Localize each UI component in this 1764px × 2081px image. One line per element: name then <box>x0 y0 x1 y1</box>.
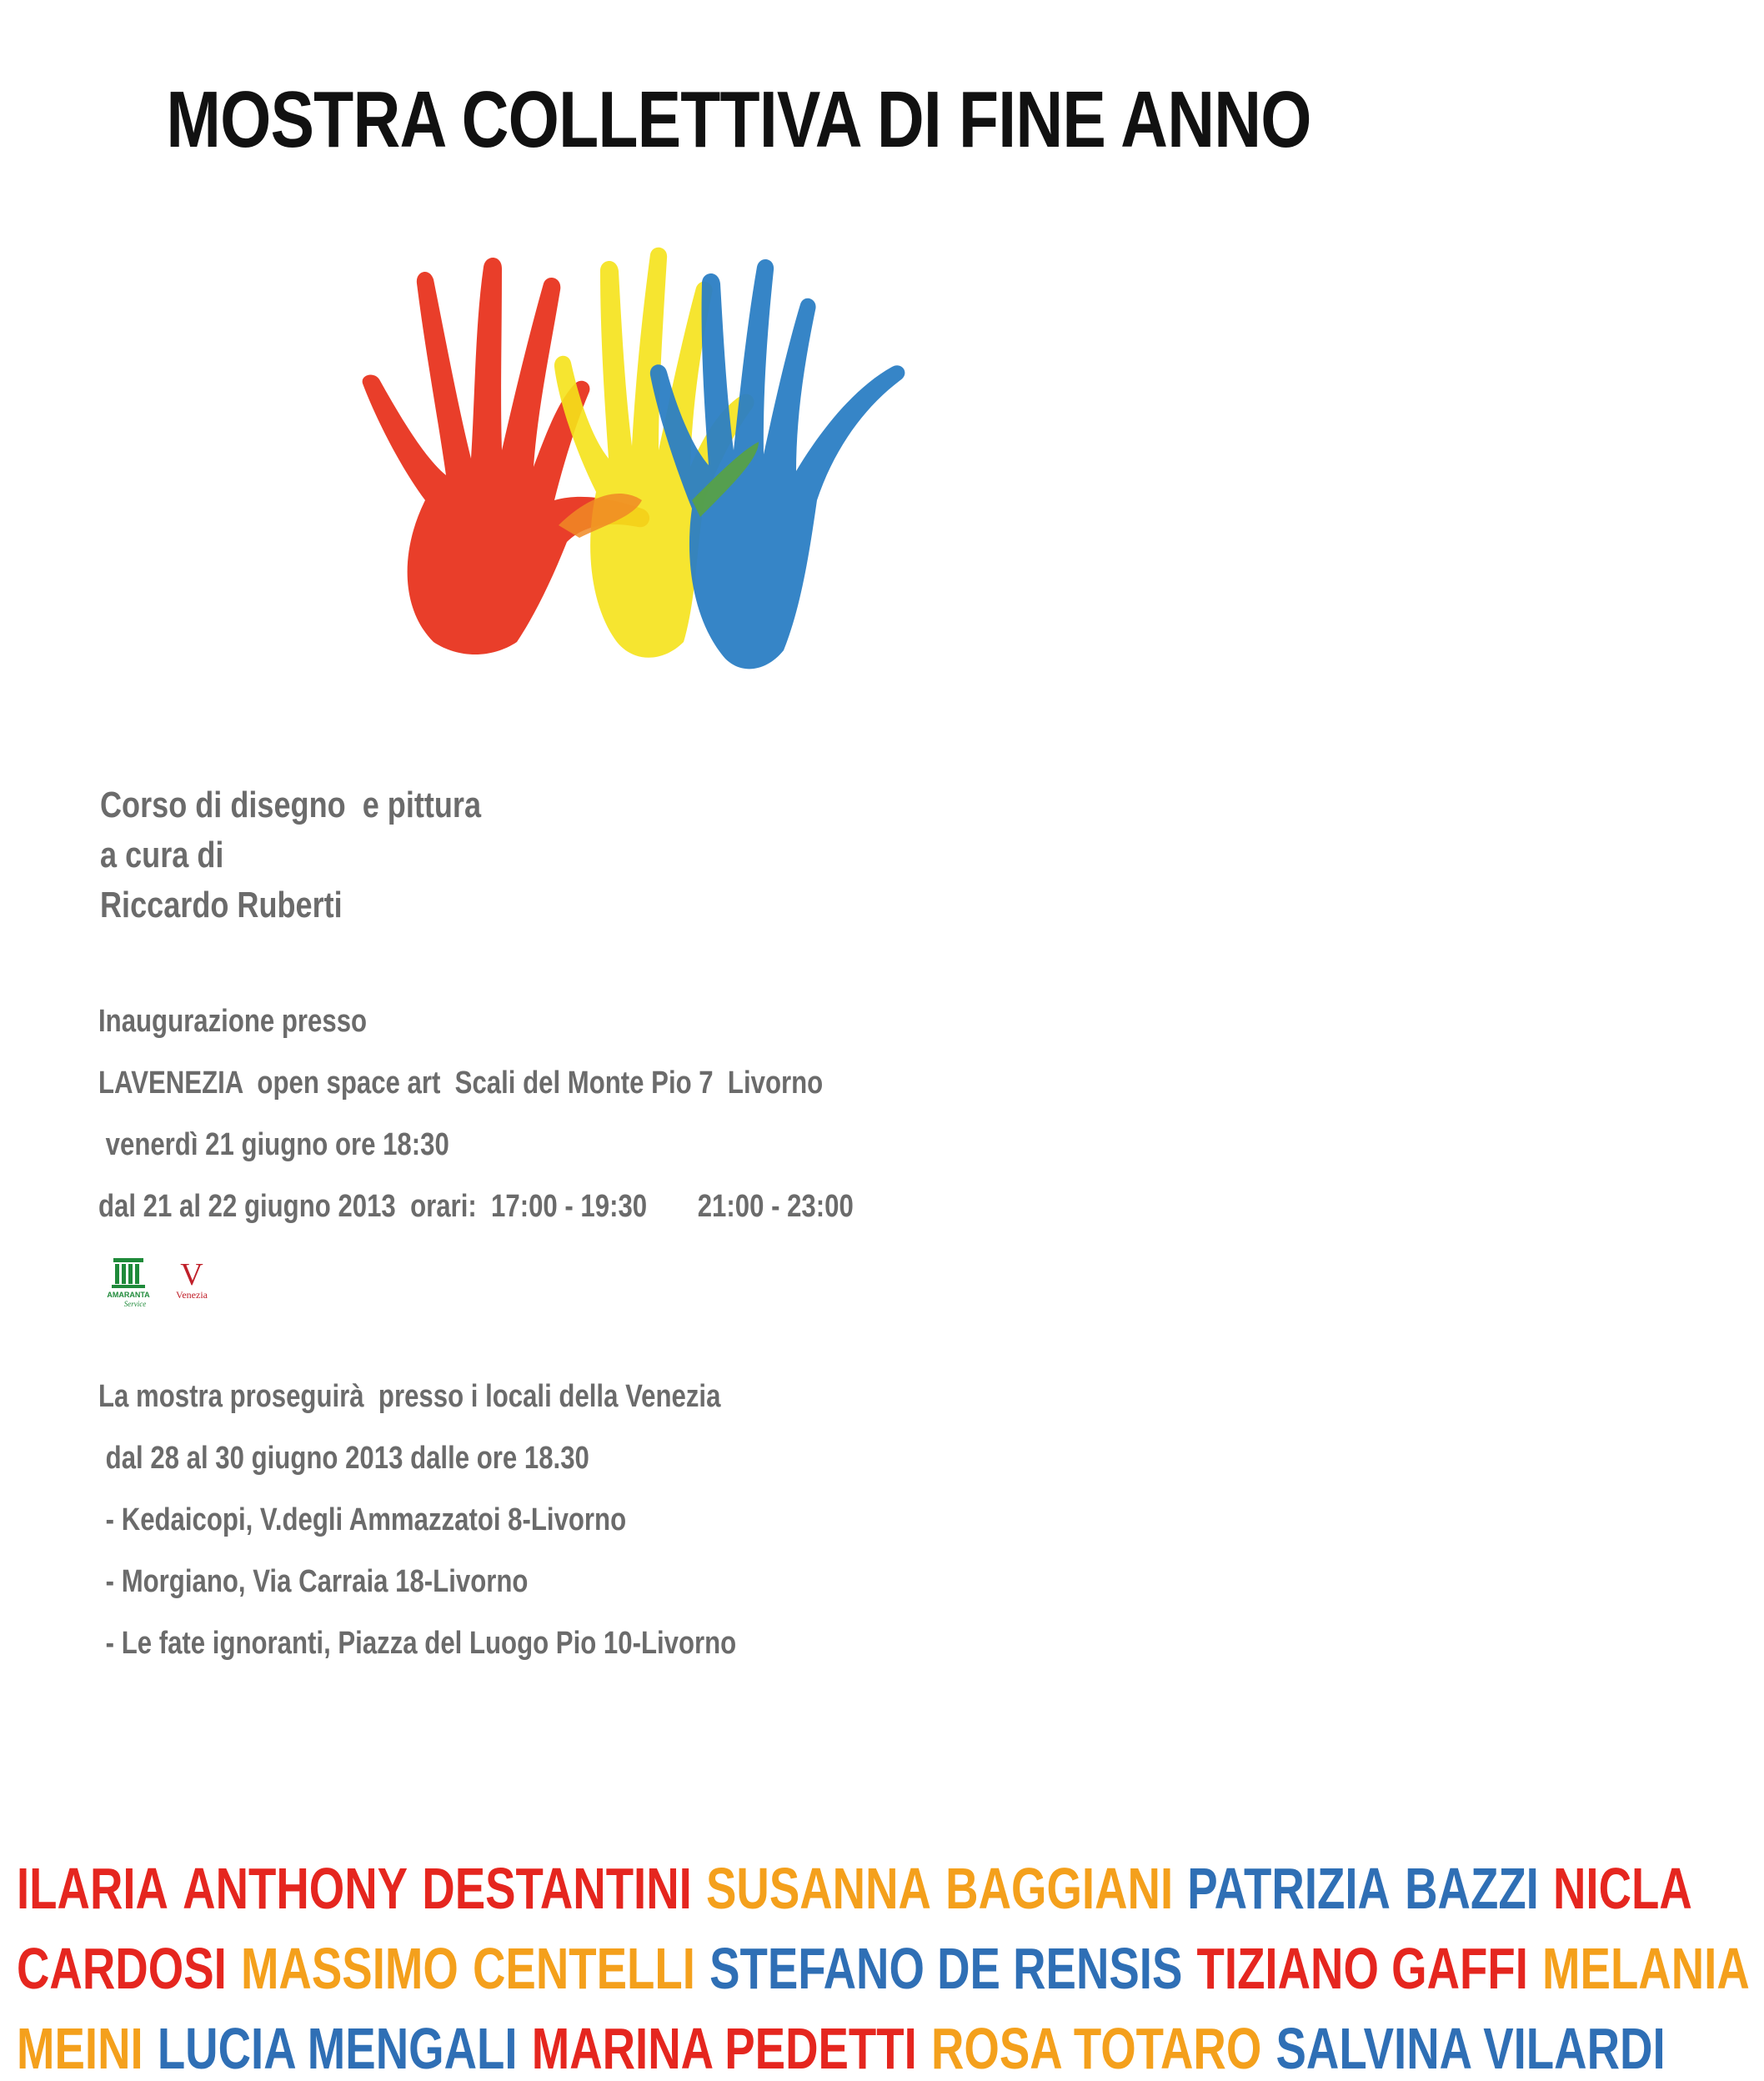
artist-names-row-3 <box>17 2016 1666 2081</box>
artist-name: MEINI <box>17 2016 143 2081</box>
sponsor-logos <box>107 1255 223 1330</box>
inauguration-hours: dal 21 al 22 giugno 2013 orari: 17:00 - 19:30 21:00 - 23:00 <box>98 1189 854 1224</box>
inauguration-heading: Inaugurazione presso <box>98 1004 368 1039</box>
artist-name: DESTANTINI <box>422 1856 692 1921</box>
continuation-dates: dal 28 al 30 giugno 2013 dalle ore 18.30 <box>98 1441 589 1476</box>
amaranta-text: AMARANTA <box>107 1291 150 1299</box>
venue-fate-ignoranti: - Le fate ignoranti, Piazza del Luogo Pio 10-Livorno <box>98 1626 737 1661</box>
venue-morgiano: - Morgiano, Via Carraia 18-Livorno <box>98 1564 529 1599</box>
continuation-heading: La mostra proseguirà presso i locali della Venezia <box>98 1379 721 1414</box>
poster-title: MOSTRA COLLETTIVA DI FINE ANNO <box>166 75 1311 164</box>
artist-name: MARINA PEDETTI <box>531 2016 917 2081</box>
artist-name: CENTELLI <box>472 1936 695 2001</box>
artist-names-row-1 <box>17 1856 1692 1921</box>
artist-name: BAGGIANI <box>945 1856 1174 1921</box>
artist-name: STEFANO DE RENSIS <box>709 1936 1183 2001</box>
artist-name: PATRIZIA <box>1187 1856 1391 1921</box>
artist-name: SALVINA VILARDI <box>1275 2016 1666 2081</box>
course-line-2: a cura di <box>100 835 224 875</box>
venue-kedaicopi: - Kedaicopi, V.degli Ammazzatoi 8-Livorno <box>98 1502 627 1537</box>
artist-name: CARDOSI <box>17 1936 227 2001</box>
artist-names-row-2 <box>17 1936 1750 2001</box>
artist-name: MASSIMO <box>240 1936 459 2001</box>
course-line-1: Corso di disegno e pittura <box>100 785 482 825</box>
service-text: Service <box>123 1300 147 1308</box>
inauguration-date: venerdì 21 giugno ore 18:30 <box>98 1127 449 1162</box>
artist-name: LUCIA MENGALI <box>157 2016 518 2081</box>
course-teacher: Riccardo Ruberti <box>100 885 343 925</box>
artist-name: ROSA TOTARO <box>930 2016 1262 2081</box>
artist-name: SUSANNA <box>705 1856 931 1921</box>
artist-name: TIZIANO GAFFI <box>1196 1936 1528 2001</box>
venezia-text: Venezia <box>176 1289 208 1301</box>
artist-name: ANTHONY <box>183 1856 408 1921</box>
venezia-mark: V <box>180 1257 203 1292</box>
artist-name: NICLA <box>1553 1856 1692 1921</box>
artist-name: BAZZI <box>1405 1856 1539 1921</box>
painted-handprints-image <box>367 250 1184 700</box>
inauguration-venue: LAVENEZIA open space art Scali del Monte Pio 7 Livorno <box>98 1066 824 1101</box>
amaranta-logo <box>107 1258 150 1308</box>
artist-name: ILARIA <box>17 1856 168 1921</box>
artist-name: MELANIA <box>1542 1936 1750 2001</box>
venezia-logo <box>176 1257 208 1301</box>
